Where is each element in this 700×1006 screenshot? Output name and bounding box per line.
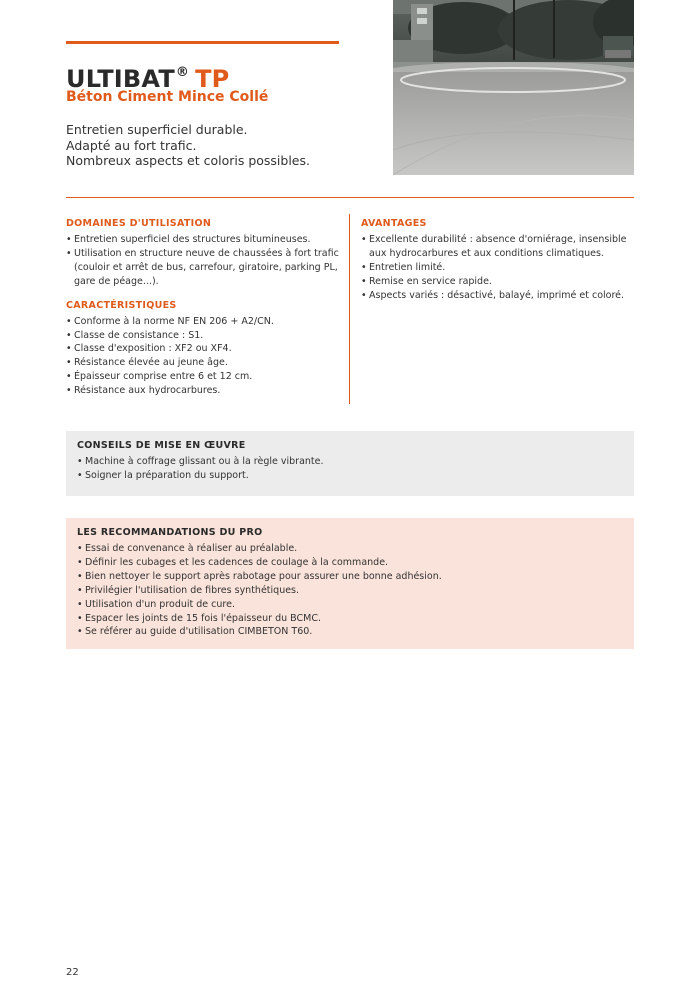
list-item: • Excellente durabilité : absence d'orniérage, insensible aux hydrocarbures et aux conditions climatiques. [361, 233, 634, 261]
list-item: • Utilisation d'un produit de cure. [77, 598, 623, 612]
list-item: • Machine à coffrage glissant ou à la règle vibrante. [77, 455, 623, 469]
list-item: • Soigner la préparation du support. [77, 469, 623, 483]
list-item: • Privilégier l'utilisation de fibres synthétiques. [77, 584, 623, 598]
conseils-box [66, 431, 634, 496]
list-item: • Bien nettoyer le support après rabotage pour assurer une bonne adhésion. [77, 570, 623, 584]
conseils-list [77, 455, 623, 483]
list-item: • Résistance élevée au jeune âge. [66, 356, 346, 370]
column-divider [349, 214, 350, 404]
conseils-title: CONSEILS DE MISE EN ŒUVRE [77, 440, 246, 451]
roundabout-photo [393, 0, 634, 175]
list-item: • Utilisation en structure neuve de chaussées à fort trafic (couloir et arrêt de bus, carrefour, giratoire, parking PL, gare de péage...). [66, 247, 346, 289]
page-number: 22 [66, 967, 79, 978]
list-item: • Essai de convenance à réaliser au préalable. [77, 542, 623, 556]
list-item: • Se référer au guide d'utilisation CIMBETON T60. [77, 625, 623, 639]
list-item: • Épaisseur comprise entre 6 et 12 cm. [66, 370, 346, 384]
product-subtitle: Béton Ciment Mince Collé [66, 89, 269, 105]
caracteristiques-title: CARACTÉRISTIQUES [66, 299, 177, 311]
list-item: • Entretien superficiel des structures bitumineuses. [66, 233, 346, 247]
intro-line: Adapté au fort trafic. [66, 137, 197, 153]
registered-mark: ® [175, 65, 190, 80]
list-item: • Entretien limité. [361, 261, 634, 275]
list-item: • Espacer les joints de 15 fois l'épaisseur du BCMC. [77, 612, 623, 626]
avantages-title: AVANTAGES [361, 218, 427, 229]
recommandations-box [66, 518, 634, 649]
header-rule [66, 41, 339, 44]
list-item: • Classe d'exposition : XF2 ou XF4. [66, 342, 346, 356]
domaines-list [66, 233, 346, 289]
right-column [361, 218, 634, 303]
recommandations-list [77, 542, 623, 639]
list-item: • Aspects variés : désactivé, balayé, imprimé et coloré. [361, 289, 634, 303]
recommandations-title: LES RECOMMANDATIONS DU PRO [77, 527, 263, 538]
caracteristiques-list [66, 315, 346, 398]
list-item: • Conforme à la norme NF EN 206 + A2/CN. [66, 315, 346, 329]
left-column [66, 218, 346, 398]
avantages-list [361, 233, 634, 303]
list-item: • Définir les cubages et les cadences de coulage à la commande. [77, 556, 623, 570]
intro-line: Entretien superficiel durable. [66, 122, 248, 137]
product-brand: ULTIBAT [66, 65, 175, 93]
domaines-title: DOMAINES D'UTILISATION [66, 218, 212, 229]
product-suffix: TP [195, 65, 230, 93]
intro-line: Nombreux aspects et coloris possibles. [66, 153, 310, 168]
intro-text [66, 122, 310, 169]
list-item: • Remise en service rapide. [361, 275, 634, 289]
list-item: • Classe de consistance : S1. [66, 329, 346, 343]
section-rule [66, 197, 634, 198]
list-item: • Résistance aux hydrocarbures. [66, 384, 346, 398]
